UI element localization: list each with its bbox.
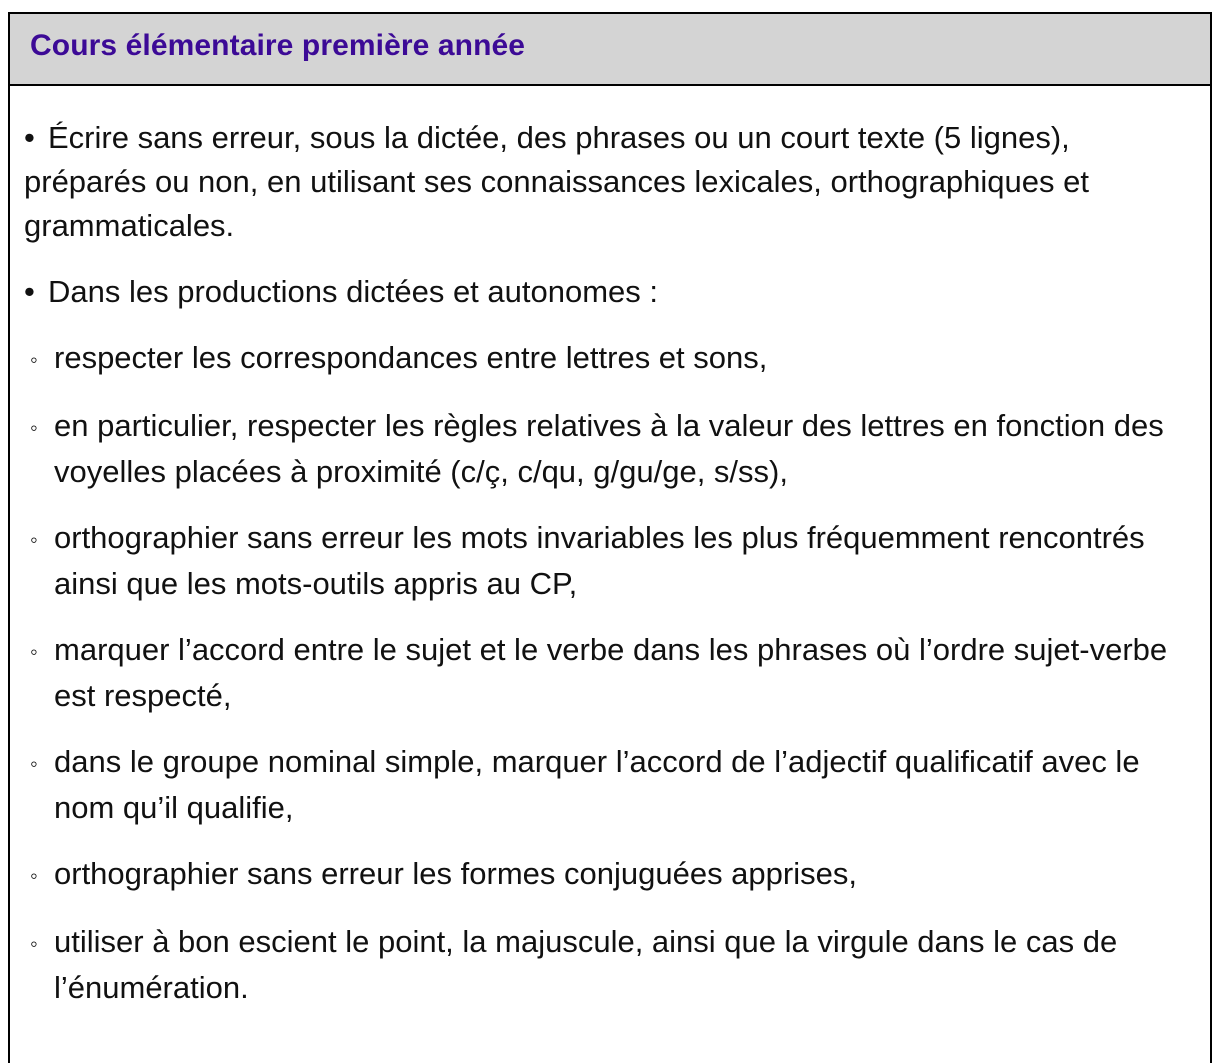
list-item [24,270,1200,314]
list-item-text: Écrire sans erreur, sous la dictée, des phrases ou un court texte (5 lignes), préparés ou non, en utilisant ses connaissances lexicales, orthographiques et grammaticales. [24,120,1089,243]
circle-bullet-icon: ◦ [30,639,38,664]
list-item-text: dans le groupe nominal simple, marquer l’accord de l’adjectif qualificatif avec le nom qu’il qualifie, [54,744,1140,825]
sub-list-item [30,852,1200,898]
circle-bullet-icon: ◦ [30,527,38,552]
list-item-text: en particulier, respecter les règles relatives à la valeur des lettres en fonction des voyelles placées à proximité (c/ç, c/qu, g/gu/ge, s/ss), [54,408,1164,489]
circle-bullet-icon: ◦ [30,415,38,440]
list-item-text: orthographier sans erreur les mots invariables les plus fréquemment rencontrés ainsi que les mots-outils appris au CP, [54,520,1145,601]
sub-list-item [30,920,1200,1010]
sub-list-item [30,336,1200,382]
circle-bullet-icon: ◦ [30,347,38,372]
objectives-list [10,86,1210,1010]
section-title: Cours élémentaire première année [30,29,526,62]
sub-list-item [30,628,1200,718]
circle-bullet-icon: ◦ [30,863,38,888]
circle-bullet-icon: ◦ [30,751,38,776]
sub-list-item [30,740,1200,830]
list-item-text: utiliser à bon escient le point, la majuscule, ainsi que la virgule dans le cas de l’énumération. [54,924,1118,1005]
list-item-text: marquer l’accord entre le sujet et le verbe dans les phrases où l’ordre sujet-verbe est respecté, [54,632,1168,713]
bullet-icon: • [24,274,35,309]
sub-list-item [30,516,1200,606]
list-item-text: orthographier sans erreur les formes conjuguées apprises, [54,856,857,891]
list-item-text: respecter les correspondances entre lettres et sons, [54,340,768,375]
sub-list-item [30,404,1200,494]
section-header [10,14,1210,86]
circle-bullet-icon: ◦ [30,931,38,956]
list-item-text: Dans les productions dictées et autonomes : [48,274,659,309]
bullet-icon: • [24,120,35,155]
list-item [24,116,1200,248]
curriculum-box [8,12,1212,1063]
